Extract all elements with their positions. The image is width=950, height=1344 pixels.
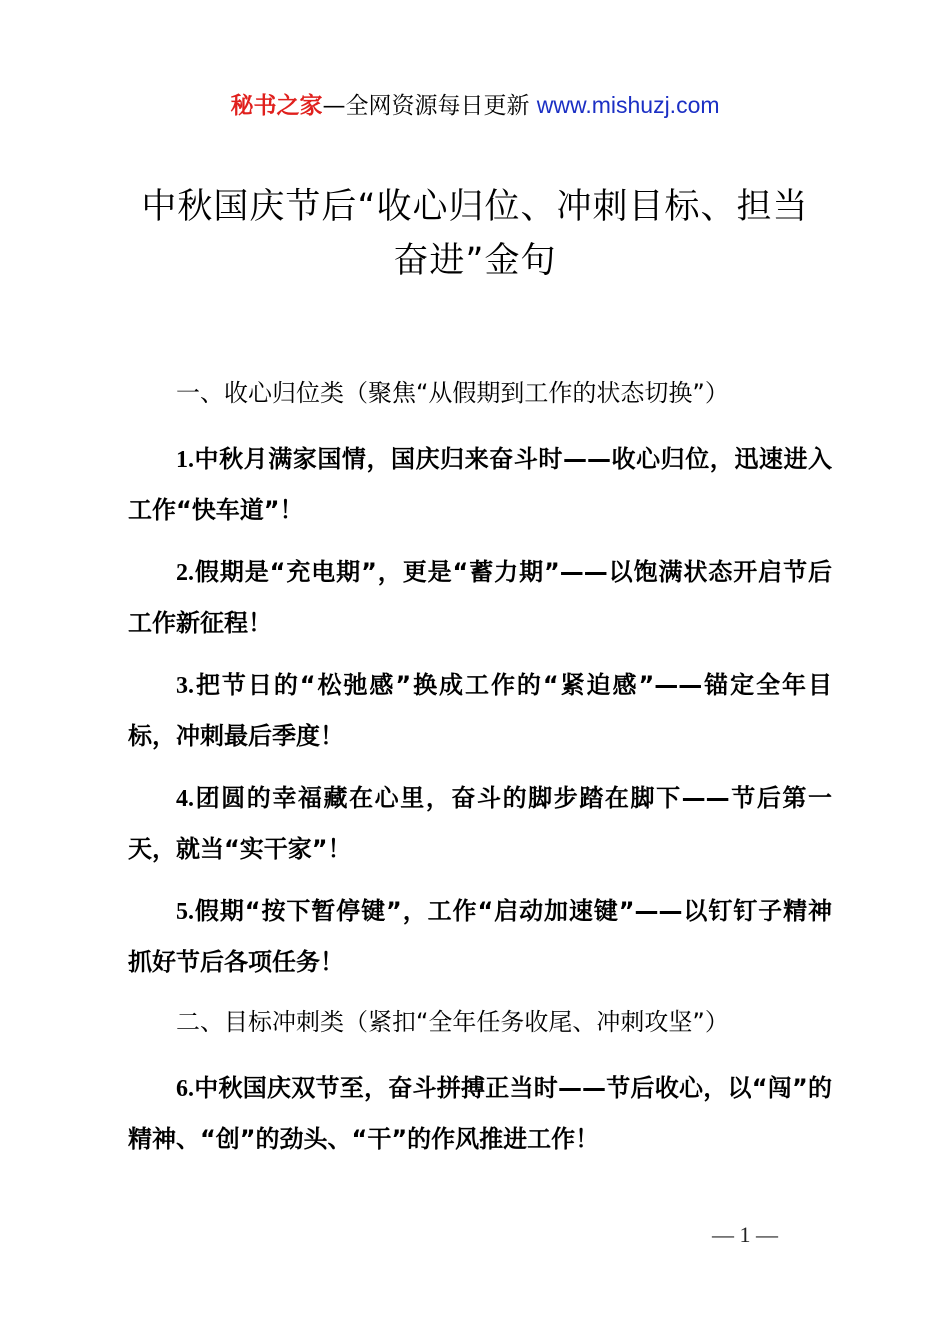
item-number: 6. [176, 1076, 194, 1102]
page-number: — 1 — [712, 1222, 778, 1247]
title-line-2: 奋进”金句 [393, 241, 557, 281]
section-heading-1: 一、收心归位类（聚焦“从假期到工作的状态切换”） [176, 379, 729, 407]
list-item [128, 434, 832, 535]
section-heading-2: 二、目标冲刺类（紧扣“全年任务收尾、冲刺攻坚”） [176, 1008, 729, 1036]
item-text: 假期是“充电期”，更是“蓄力期”——以饱满状态开启节后工作新征程！ [128, 558, 832, 637]
item-text: 中秋国庆双节至，奋斗拼搏正当时——节后收心，以“闯”的精神、“创”的劲头、“干”的作风推进工作！ [128, 1074, 832, 1153]
list-item [128, 1063, 832, 1164]
item-number: 4. [176, 786, 194, 812]
title-line-1: 中秋国庆节后“收心归位、冲刺目标、担当 [141, 187, 809, 227]
item-number: 3. [176, 673, 194, 699]
list-item [128, 660, 832, 761]
site-url-link[interactable]: www.mishuzj.com [536, 92, 720, 118]
document-body [128, 370, 832, 1176]
item-text: 中秋月满家国情，国庆归来奋斗时——收心归位，迅速进入工作“快车道”！ [128, 445, 832, 524]
item-number: 5. [176, 899, 194, 925]
site-header [0, 88, 950, 123]
header-tagline: —全网资源每日更新 [322, 93, 530, 119]
item-text: 假期“按下暂停键”，工作“启动加速键”——以钉钉子精神抓好节后各项任务！ [128, 897, 832, 976]
item-number: 2. [176, 560, 194, 586]
item-text: 团圆的幸福藏在心里，奋斗的脚步踏在脚下——节后第一天，就当“实干家”！ [128, 784, 832, 863]
item-text: 把节日的“松弛感”换成工作的“紧迫感”——锚定全年目标，冲刺最后季度！ [128, 671, 832, 750]
list-item [128, 547, 832, 648]
list-item [128, 773, 832, 874]
item-number: 1. [176, 447, 194, 473]
list-item [128, 886, 832, 987]
brand-name: 秘书之家 [230, 93, 323, 119]
document-title [120, 180, 830, 288]
